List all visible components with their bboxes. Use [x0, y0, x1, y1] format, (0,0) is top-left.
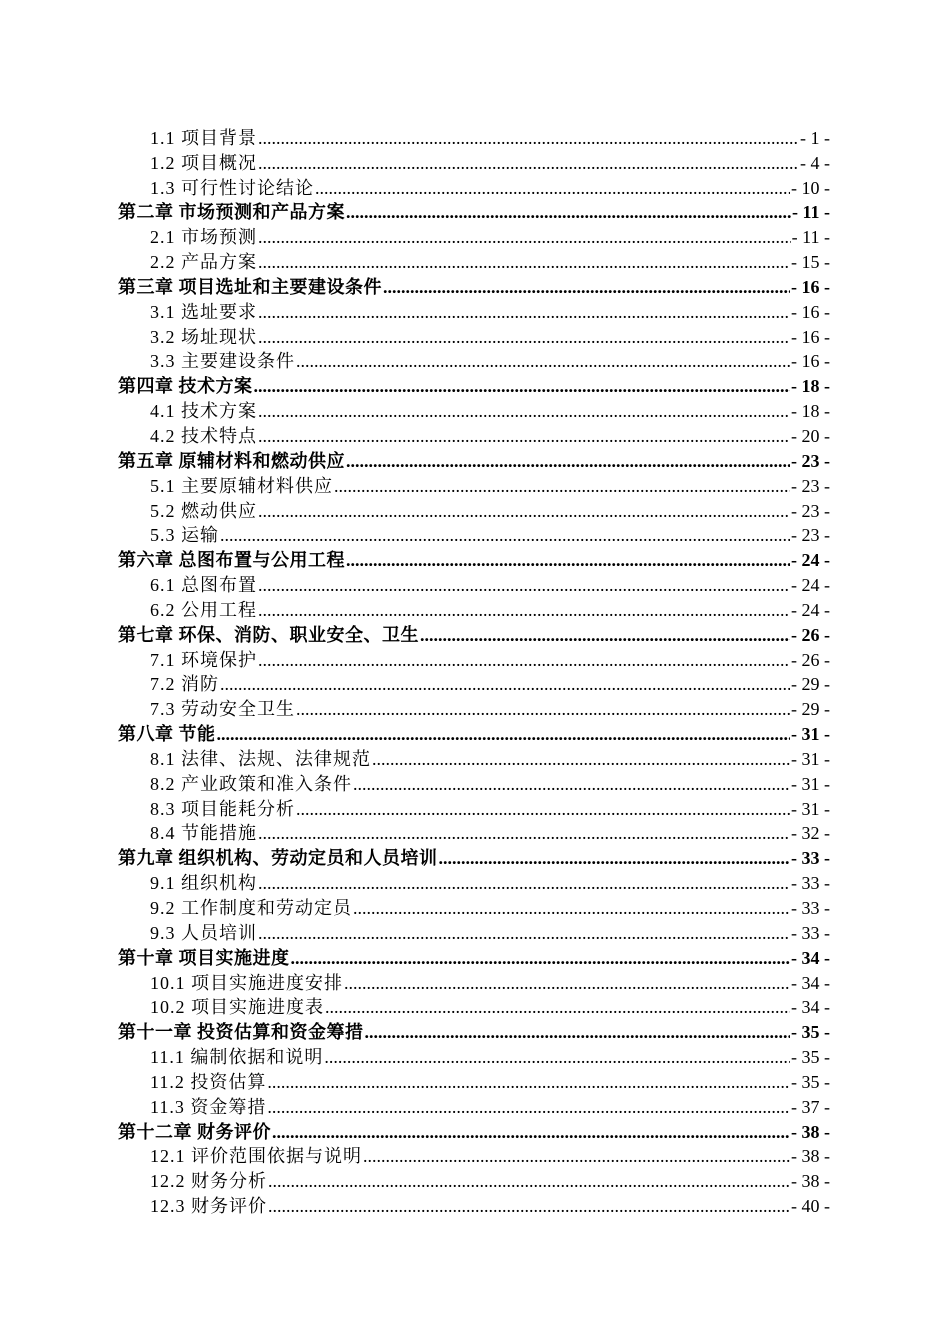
toc-chapter-entry[interactable]: [118, 273, 830, 298]
toc-page-number: - 24 -: [791, 550, 830, 571]
toc-dot-leader: [258, 649, 790, 671]
toc-page-number: - 23 -: [791, 500, 830, 521]
toc-section-title: 11.2 投资估算: [150, 1071, 267, 1092]
toc-section-entry[interactable]: [118, 869, 830, 894]
toc-dot-leader: [334, 475, 790, 497]
toc-dot-leader: [420, 624, 790, 646]
toc-dot-leader: [258, 152, 799, 174]
toc-chapter-title: 第三章 项目选址和主要建设条件: [118, 276, 382, 297]
toc-section-title: 5.3 运输: [150, 525, 219, 546]
toc-section-title: 9.2 工作制度和劳动定员: [150, 898, 352, 918]
toc-dot-leader: [220, 673, 790, 695]
toc-section-title: 4.1 技术方案: [150, 401, 257, 422]
toc-chapter-entry[interactable]: [118, 546, 830, 571]
toc-dot-leader: [258, 226, 791, 248]
toc-page-number: - 24 -: [791, 599, 830, 620]
toc-section-entry[interactable]: [118, 1068, 830, 1093]
toc-page-number: - 33 -: [791, 922, 830, 943]
toc-chapter-entry[interactable]: [118, 720, 830, 745]
toc-section-title: 12.3 财务评价: [150, 1196, 267, 1217]
toc-chapter-entry[interactable]: [118, 372, 830, 397]
toc-section-title: 10.2 项目实施进度表: [150, 997, 324, 1018]
toc-page-number: - 32 -: [791, 823, 830, 844]
toc-page-number: - 18 -: [791, 376, 830, 397]
toc-page-number: - 35 -: [791, 1047, 830, 1068]
toc-section-entry[interactable]: [118, 745, 830, 770]
toc-page-number: - 20 -: [791, 425, 830, 446]
toc-page-number: - 35 -: [791, 1071, 830, 1092]
toc-chapter-title: 第二章 市场预测和产品方案: [118, 202, 345, 223]
toc-section-entry[interactable]: [118, 820, 830, 845]
toc-section-entry[interactable]: [118, 223, 830, 248]
toc-section-entry[interactable]: [118, 646, 830, 671]
toc-section-title: 11.3 资金筹措: [150, 1096, 267, 1117]
toc-dot-leader: [267, 1071, 790, 1093]
toc-page-number: - 38 -: [791, 1121, 830, 1142]
toc-section-title: 3.1 选址要求: [150, 301, 257, 322]
toc-dot-leader: [365, 1021, 791, 1043]
toc-page-number: - 23 -: [791, 475, 830, 496]
toc-dot-leader: [344, 972, 790, 994]
toc-page-number: - 37 -: [791, 1096, 830, 1117]
toc-section-entry[interactable]: [118, 497, 830, 522]
toc-dot-leader: [258, 500, 790, 522]
toc-dot-leader: [272, 1121, 790, 1143]
toc-section-entry[interactable]: [118, 1192, 830, 1217]
toc-section-entry[interactable]: [118, 571, 830, 596]
toc-page-number: - 11 -: [791, 227, 830, 248]
toc-section-entry[interactable]: [118, 298, 830, 323]
toc-page-number: - 16 -: [791, 276, 830, 297]
toc-dot-leader: [346, 201, 791, 223]
toc-chapter-title: 第八章 节能: [118, 724, 216, 745]
toc-page-number: - 31 -: [791, 773, 830, 794]
toc-section-entry[interactable]: [118, 1167, 830, 1192]
toc-dot-leader: [353, 897, 790, 919]
toc-section-title: 4.2 技术特点: [150, 425, 257, 446]
toc-chapter-title: 第六章 总图布置与公用工程: [118, 550, 345, 571]
toc-section-title: 8.1 法律、法规、法律规范: [150, 748, 371, 769]
toc-dot-leader: [220, 524, 790, 546]
toc-section-entry[interactable]: [118, 795, 830, 820]
toc-section-title: 1.3 可行性讨论结论: [150, 177, 314, 198]
toc-page-number: - 31 -: [791, 798, 830, 819]
toc-section-title: 12.2 财务分析: [150, 1171, 267, 1192]
toc-dot-leader: [439, 847, 791, 869]
toc-chapter-title: 第四章 技术方案: [118, 376, 253, 397]
toc-dot-leader: [346, 450, 790, 472]
toc-section-entry[interactable]: [118, 695, 830, 720]
toc-dot-leader: [268, 1170, 790, 1192]
toc-section-entry[interactable]: [118, 919, 830, 944]
toc-dot-leader: [325, 996, 790, 1018]
toc-section-title: 8.4 节能措施: [150, 823, 257, 844]
toc-section-title: 9.3 人员培训: [150, 922, 257, 943]
toc-chapter-entry[interactable]: [118, 621, 830, 646]
toc-section-entry[interactable]: [118, 348, 830, 373]
toc-section-entry[interactable]: [118, 1143, 830, 1168]
toc-section-entry[interactable]: [118, 894, 830, 919]
toc-dot-leader: [267, 1096, 790, 1118]
toc-section-title: 2.2 产品方案: [150, 252, 257, 273]
toc-chapter-title: 第十一章 投资估算和资金筹措: [118, 1022, 364, 1043]
toc-section-entry[interactable]: [118, 994, 830, 1019]
toc-section-entry[interactable]: [118, 770, 830, 795]
toc-page-number: - 16 -: [791, 326, 830, 347]
toc-chapter-entry[interactable]: [118, 447, 830, 472]
toc-page-number: - 26 -: [791, 624, 830, 645]
toc-section-entry[interactable]: [118, 124, 830, 149]
toc-section-title: 12.1 评价范围依据与说明: [150, 1146, 362, 1167]
toc-dot-leader: [372, 748, 790, 770]
toc-dot-leader: [258, 400, 790, 422]
toc-section-title: 7.1 环境保护: [150, 649, 257, 670]
toc-section-title: 10.1 项目实施进度安排: [150, 972, 343, 993]
toc-dot-leader: [258, 822, 790, 844]
toc-chapter-entry[interactable]: [118, 1018, 830, 1043]
toc-page-number: - 1 -: [800, 127, 830, 148]
toc-dot-leader: [315, 177, 790, 199]
toc-dot-leader: [258, 251, 790, 273]
toc-section-title: 1.2 项目概况: [150, 152, 257, 173]
toc-page-number: - 35 -: [791, 1022, 830, 1043]
toc-dot-leader: [268, 1195, 790, 1217]
toc-page-number: - 23 -: [791, 525, 830, 546]
toc-section-entry[interactable]: [118, 323, 830, 348]
toc-dot-leader: [258, 599, 790, 621]
toc-section-entry[interactable]: [118, 522, 830, 547]
toc-chapter-title: 第九章 组织机构、劳动定员和人员培训: [118, 848, 438, 869]
toc-section-entry[interactable]: [118, 969, 830, 994]
toc-section-title: 5.1 主要原辅材料供应: [150, 475, 333, 496]
toc-page-number: - 33 -: [791, 873, 830, 894]
toc-section-entry[interactable]: [118, 1093, 830, 1118]
toc-page-number: - 38 -: [791, 1171, 830, 1192]
toc-page-number: - 18 -: [791, 401, 830, 422]
toc-page-number: - 34 -: [791, 972, 830, 993]
toc-dot-leader: [217, 723, 791, 745]
toc-page-number: - 29 -: [791, 699, 830, 720]
toc-chapter-title: 第七章 环保、消防、职业安全、卫生: [118, 624, 419, 645]
toc-section-title: 7.2 消防: [150, 674, 219, 695]
toc-page-number: - 31 -: [791, 748, 830, 769]
toc-section-title: 6.1 总图布置: [150, 575, 257, 596]
toc-section-title: 5.2 燃动供应: [150, 500, 257, 521]
toc-dot-leader: [258, 872, 790, 894]
toc-page-number: - 16 -: [791, 301, 830, 322]
toc-page-number: - 4 -: [800, 152, 830, 173]
toc-dot-leader: [258, 127, 799, 149]
toc-section-entry[interactable]: [118, 422, 830, 447]
toc-dot-leader: [363, 1145, 790, 1167]
toc-page-number: - 26 -: [791, 649, 830, 670]
toc-section-title: 6.2 公用工程: [150, 599, 257, 620]
toc-dot-leader: [258, 574, 790, 596]
table-of-contents: [118, 124, 830, 1217]
toc-chapter-title: 第五章 原辅材料和燃动供应: [118, 450, 345, 471]
toc-page-number: - 16 -: [791, 351, 830, 372]
toc-page-number: - 23 -: [791, 450, 830, 471]
toc-section-title: 3.3 主要建设条件: [150, 351, 295, 372]
toc-chapter-entry[interactable]: [118, 199, 830, 224]
toc-page-number: - 29 -: [791, 674, 830, 695]
toc-dot-leader: [353, 773, 790, 795]
toc-dot-leader: [258, 922, 790, 944]
toc-dot-leader: [291, 947, 791, 969]
toc-chapter-title: 第十章 项目实施进度: [118, 947, 290, 968]
toc-page-number: - 34 -: [791, 947, 830, 968]
toc-section-title: 9.1 组织机构: [150, 873, 257, 894]
toc-page-number: - 15 -: [791, 252, 830, 273]
toc-section-title: 7.3 劳动安全卫生: [150, 699, 295, 720]
toc-dot-leader: [383, 276, 790, 298]
toc-chapter-entry[interactable]: [118, 844, 830, 869]
toc-chapter-entry[interactable]: [118, 944, 830, 969]
toc-section-entry[interactable]: [118, 596, 830, 621]
toc-dot-leader: [296, 798, 790, 820]
toc-page-number: - 40 -: [791, 1196, 830, 1217]
toc-section-entry[interactable]: [118, 671, 830, 696]
toc-dot-leader: [296, 698, 790, 720]
toc-section-entry[interactable]: [118, 174, 830, 199]
toc-section-entry[interactable]: [118, 472, 830, 497]
toc-section-title: 1.1 项目背景: [150, 127, 257, 148]
toc-section-entry[interactable]: [118, 248, 830, 273]
toc-section-title: 11.1 编制依据和说明: [150, 1047, 324, 1068]
toc-page-number: - 11 -: [792, 202, 830, 223]
toc-page-number: - 34 -: [791, 997, 830, 1018]
toc-dot-leader: [296, 350, 790, 372]
toc-dot-leader: [346, 549, 790, 571]
toc-section-title: 8.2 产业政策和准入条件: [150, 773, 352, 794]
toc-section-entry[interactable]: [118, 397, 830, 422]
toc-chapter-title: 第十二章 财务评价: [118, 1121, 271, 1142]
toc-dot-leader: [258, 425, 790, 447]
toc-dot-leader: [258, 326, 790, 348]
toc-page-number: - 24 -: [791, 575, 830, 596]
toc-section-entry[interactable]: [118, 1043, 830, 1068]
toc-dot-leader: [324, 1046, 790, 1068]
toc-section-title: 2.1 市场预测: [150, 227, 257, 248]
toc-dot-leader: [254, 375, 791, 397]
toc-section-title: 8.3 项目能耗分析: [150, 798, 295, 819]
toc-page-number: - 33 -: [791, 898, 830, 918]
toc-page-number: - 10 -: [791, 177, 830, 198]
toc-section-title: 3.2 场址现状: [150, 326, 257, 347]
toc-page-number: - 33 -: [791, 848, 830, 869]
toc-page-number: - 38 -: [791, 1146, 830, 1167]
toc-section-entry[interactable]: [118, 149, 830, 174]
toc-dot-leader: [258, 301, 790, 323]
toc-page-number: - 31 -: [791, 724, 830, 745]
toc-chapter-entry[interactable]: [118, 1118, 830, 1143]
